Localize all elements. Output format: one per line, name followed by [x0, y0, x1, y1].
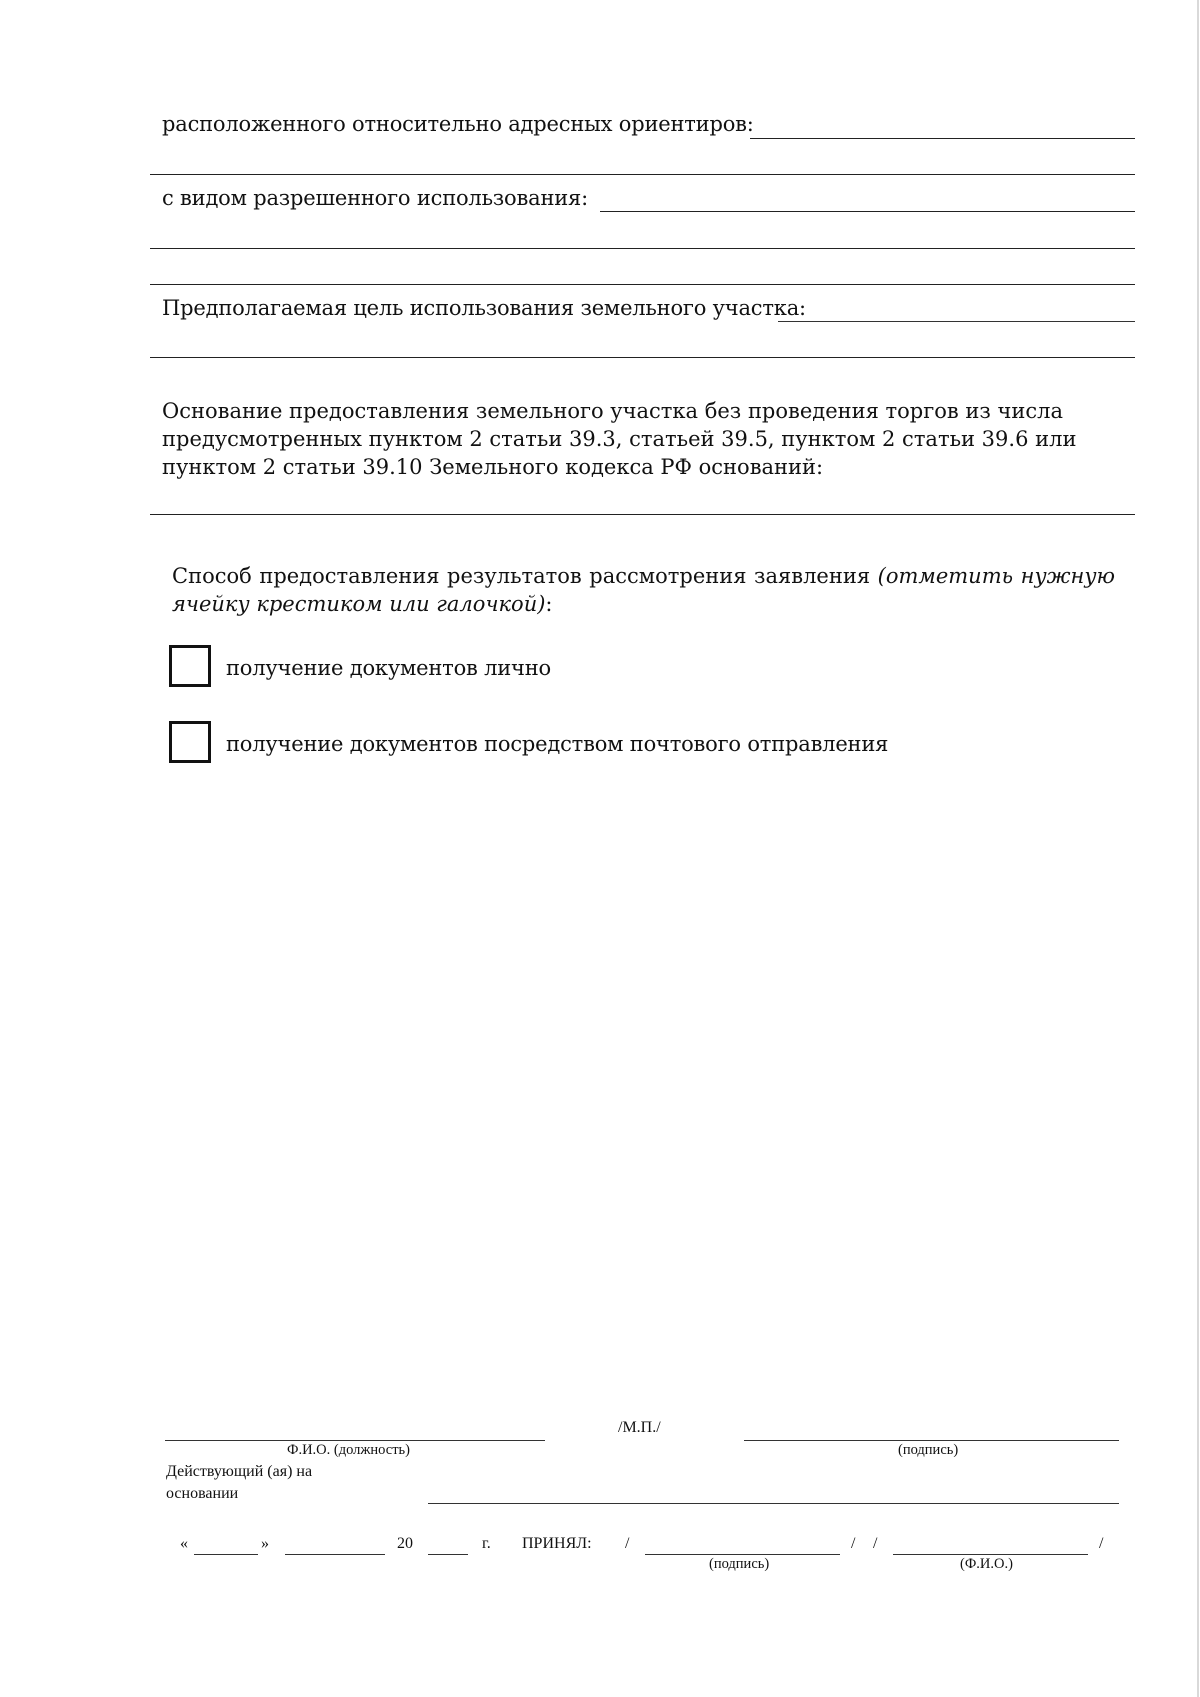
method-intro — [172, 562, 1115, 618]
year-prefix: 20 — [397, 1535, 413, 1552]
checkbox-by-mail[interactable] — [169, 721, 211, 763]
option-in-person-label: получение документов лично — [226, 656, 551, 680]
address-input-line[interactable] — [750, 138, 1135, 139]
slash-3: / — [873, 1535, 878, 1552]
acting-label-line1: Действующий (ая) на — [166, 1463, 313, 1480]
stamp-mark: /М.П./ — [618, 1419, 661, 1436]
receiver-fio-line[interactable] — [893, 1554, 1088, 1555]
year-suffix: г. — [482, 1535, 491, 1552]
accepted-label: ПРИНЯЛ: — [522, 1535, 592, 1552]
basis-input-line[interactable] — [150, 514, 1135, 515]
acting-label-line2: основании — [166, 1485, 239, 1502]
slash-2: / — [851, 1535, 856, 1552]
page-edge — [1197, 0, 1199, 1697]
slash-4: / — [1099, 1535, 1104, 1552]
purpose-continuation-line[interactable] — [150, 357, 1135, 358]
date-month-line[interactable] — [285, 1554, 385, 1555]
fio-position-caption: Ф.И.О. (должность) — [287, 1442, 411, 1458]
receiver-signature-caption: (подпись) — [709, 1556, 770, 1572]
use-type-input-line[interactable] — [600, 211, 1135, 212]
date-year-line[interactable] — [428, 1554, 468, 1555]
purpose-label: Предполагаемая цель использования земельного участка: — [162, 296, 806, 320]
checkbox-in-person[interactable] — [169, 645, 211, 687]
receiver-fio-caption: (Ф.И.О.) — [960, 1556, 1013, 1572]
signature-line[interactable] — [744, 1440, 1119, 1441]
use-type-continuation-line[interactable] — [150, 248, 1135, 249]
method-intro-italic: (отметить нужную ячейку крестиком или галочкой) — [172, 564, 1115, 616]
date-day-line[interactable] — [194, 1554, 258, 1555]
method-intro-text: Способ предоставления результатов рассмотрения заявления — [172, 564, 878, 588]
use-type-label: с видом разрешенного использования: — [162, 186, 588, 210]
address-label: расположенного относительно адресных ориентиров: — [162, 112, 754, 136]
address-continuation-line[interactable] — [150, 174, 1135, 175]
section-divider-line — [150, 284, 1135, 285]
slash-1: / — [625, 1535, 630, 1552]
receiver-signature-line[interactable] — [645, 1554, 840, 1555]
fio-position-line[interactable] — [165, 1440, 545, 1441]
date-close-quote: » — [261, 1535, 269, 1552]
purpose-input-line[interactable] — [778, 321, 1135, 322]
option-by-mail-label: получение документов посредством почтового отправления — [226, 732, 889, 756]
method-intro-tail: : — [545, 592, 553, 616]
signature-caption: (подпись) — [898, 1442, 959, 1458]
date-open-quote: « — [180, 1535, 188, 1552]
acting-basis-line[interactable] — [428, 1503, 1119, 1504]
basis-text: Основание предоставления земельного участка без проведения торгов из числа предусмотренных пунктом 2 статьи 39.3, статьей 39.5, пунктом 2 статьи 39.6 или пунктом 2 статьи 39.10 Земельного кодекса РФ оснований: — [162, 399, 1077, 479]
